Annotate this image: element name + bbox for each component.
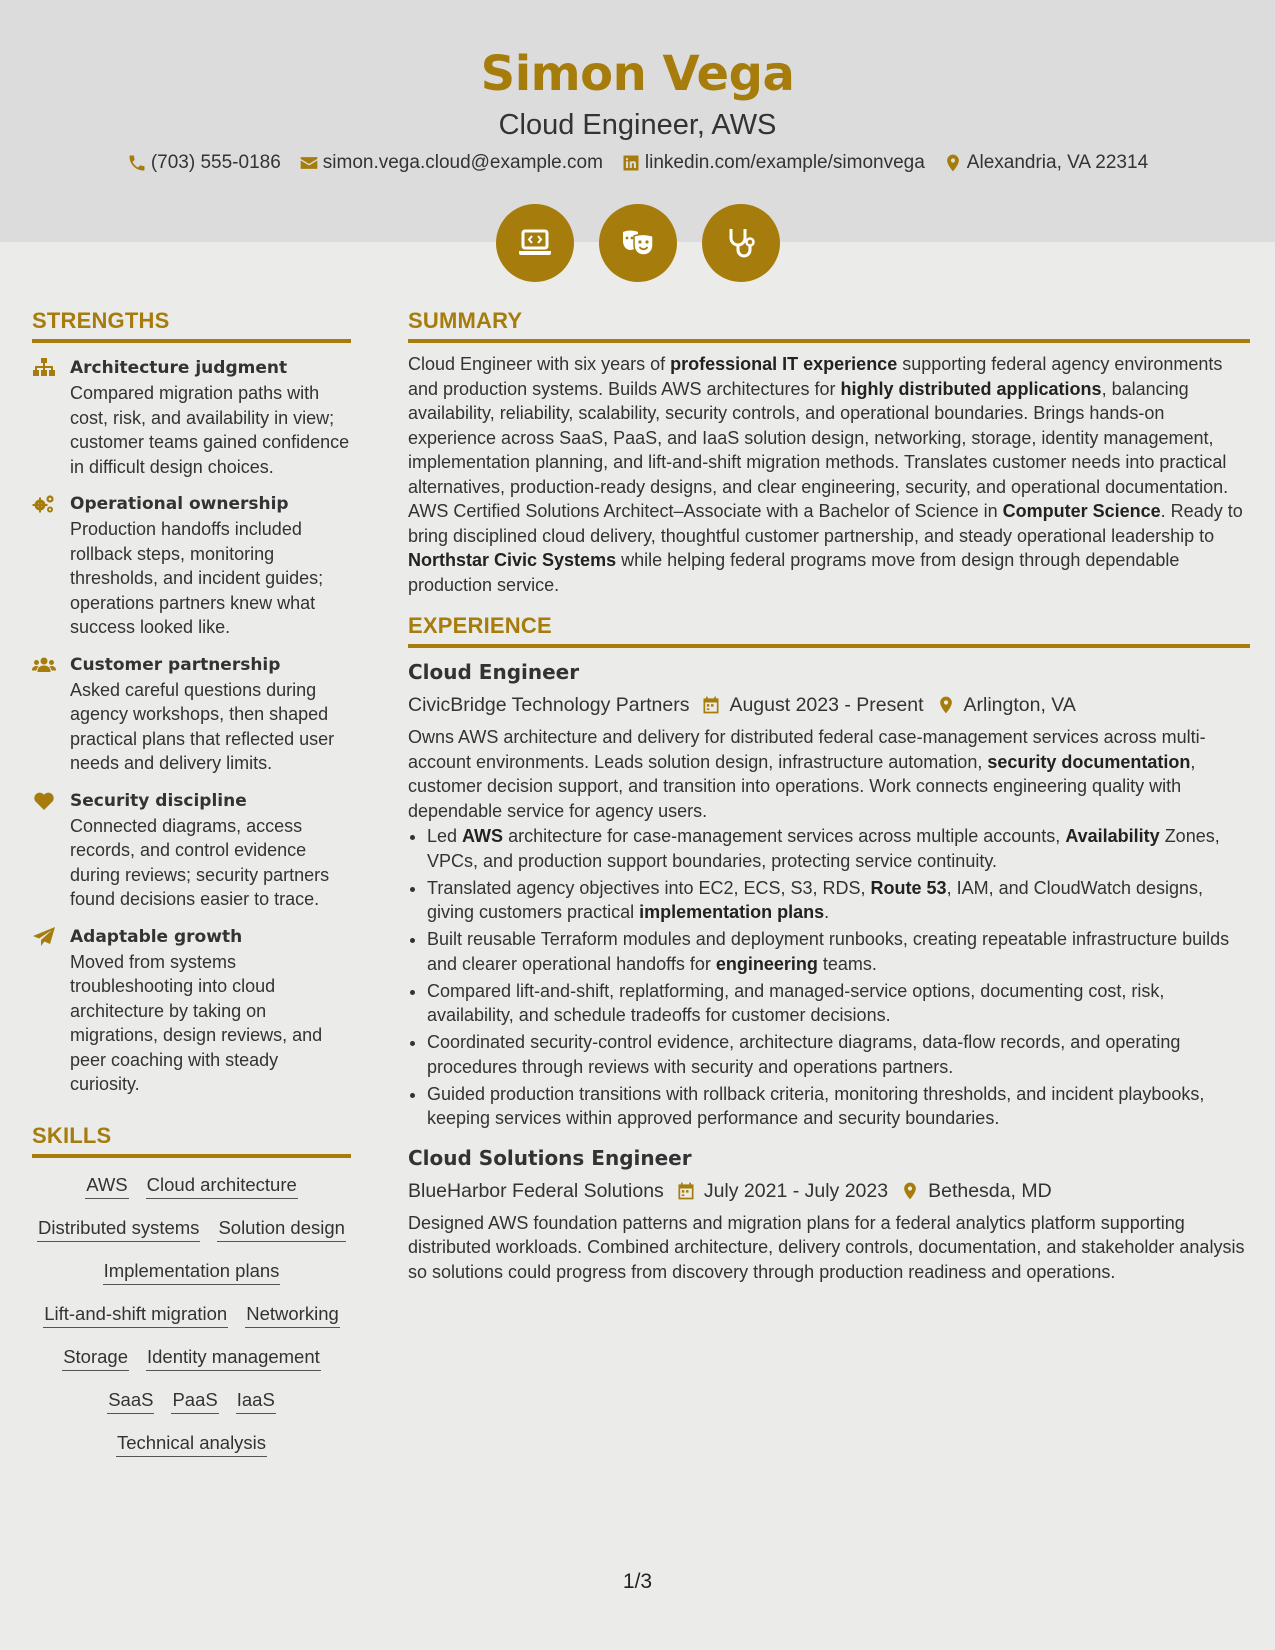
job-description: Owns AWS architecture and delivery for distributed federal case-management services across multi-account environments. Leads solution design, infrastructure automation, security documentation, customer decision support, and transition into operations. Work connects engineering quality with dependable service for agency users. xyxy=(408,727,1206,821)
contact-phone[interactable] xyxy=(127,152,281,174)
job-dates: August 2023 - Present xyxy=(729,694,924,716)
candidate-name: Simon Vega xyxy=(480,46,795,102)
users-icon xyxy=(32,654,56,676)
sitemap-icon xyxy=(32,357,56,379)
theater-masks-icon xyxy=(618,223,658,263)
job-bullet: • Coordinated security-control evidence, architecture diagrams, data-flow records, and operating procedures through reviews with security and operations partners. xyxy=(427,1030,1250,1079)
paper-plane-icon xyxy=(32,926,56,948)
job-company: CivicBridge Technology Partners xyxy=(408,694,690,716)
job-location: Arlington, VA xyxy=(963,694,1076,716)
strength-title: Adaptable growth xyxy=(70,926,243,947)
email-icon xyxy=(299,153,319,173)
job-meta xyxy=(408,1177,1250,1205)
strength-desc: Production handoffs included rollback steps, monitoring thresholds, and incident guides; operations partners knew what success looked like. xyxy=(70,519,324,637)
linkedin-icon xyxy=(621,153,641,173)
skill-tag: SaaS xyxy=(107,1387,154,1414)
emphasis-text: AWS xyxy=(462,826,504,846)
emphasis-text: highly distributed applications xyxy=(840,378,1102,399)
job-entry xyxy=(408,1144,1250,1285)
skill-tag: PaaS xyxy=(171,1387,218,1414)
job-bullets xyxy=(408,824,1250,1131)
skills-list xyxy=(32,1172,351,1457)
stethoscope-icon xyxy=(721,223,761,263)
skill-tag: IaaS xyxy=(236,1387,276,1414)
strength-title: Architecture judgment xyxy=(70,358,288,378)
job-dates: July 2021 - July 2023 xyxy=(703,1179,889,1202)
page-number: 1/3 xyxy=(622,1570,653,1593)
calendar-icon xyxy=(676,1181,696,1201)
calendar-icon xyxy=(701,695,721,715)
contact-email[interactable] xyxy=(299,152,603,174)
job-description: Designed AWS foundation patterns and migration plans for a federal analytics platform supporting distributed workloads. Combined architecture, delivery controls, documentation, and stakeholder analysis so solutions could progress from discovery through production readiness and operations. xyxy=(408,1212,1245,1282)
contact-linkedin-text: linkedin.com/example/simonvega xyxy=(644,152,925,173)
strength-title: Security discipline xyxy=(70,790,247,811)
emphasis-text: Availability xyxy=(1065,826,1160,846)
phone-icon xyxy=(127,153,147,173)
contact-location-text: Alexandria, VA 22314 xyxy=(966,152,1149,173)
emphasis-text: Northstar Civic Systems xyxy=(408,550,617,570)
job-bullet: • Led AWS architecture for case-management services across multiple accounts, Availability Zones, VPCs, and production support boundaries, protecting service continuity. xyxy=(427,824,1250,873)
emphasis-text: implementation plans xyxy=(639,902,825,922)
job-bullet: • Compared lift-and-shift, replatforming, and managed-service options, documenting cost, risk, availability, and schedule tradeoffs for customer decisions. xyxy=(427,979,1250,1028)
emphasis-text: Computer Science xyxy=(1002,501,1161,521)
strength-item xyxy=(32,789,351,912)
summary-text: Cloud Engineer with six years of professional IT experience supporting federal agency environments and production systems. Builds AWS architectures for highly distributed applications, balancing availability, reliability, scalability, security controls, and operational boundaries. Brings hands-on experience across SaaS, PaaS, and IaaS solution design, networking, storage, identity management, implementation planning, and lift-and-shift migration methods. Translates customer needs into practical alternatives, production-ready designs, and clear engineering, security, and operational documentation. AWS Certified Solutions Architect–Associate with a Bachelor of Science in Computer Science. Ready to bring disciplined cloud delivery, thoughtful customer partnership, and steady operational leadership to Northstar Civic Systems while helping federal programs move from design through dependable production service. xyxy=(408,354,1243,595)
job-title: Cloud Engineer xyxy=(408,660,580,684)
badge-row xyxy=(0,204,1275,282)
left-column xyxy=(32,308,351,1457)
job-title: Cloud Solutions Engineer xyxy=(408,1145,692,1170)
location-icon xyxy=(943,153,963,173)
location-icon xyxy=(936,695,956,715)
strength-item xyxy=(32,492,351,640)
cogs-icon xyxy=(32,493,56,515)
skill-tag: Solution design xyxy=(217,1215,346,1242)
job-meta xyxy=(408,691,1250,719)
skill-tag: Identity management xyxy=(146,1344,321,1371)
badge-laptop xyxy=(496,204,574,282)
skill-tag: Technical analysis xyxy=(116,1430,267,1457)
emphasis-text: security documentation xyxy=(987,751,1191,772)
laptop-code-icon xyxy=(515,223,555,263)
heart-icon xyxy=(32,790,56,812)
experience-heading: EXPERIENCE xyxy=(408,613,1250,648)
skill-tag: Distributed systems xyxy=(37,1215,200,1242)
location-icon xyxy=(900,1181,920,1201)
badge-masks xyxy=(599,204,677,282)
contact-linkedin[interactable] xyxy=(621,152,925,174)
emphasis-text: engineering xyxy=(715,953,818,974)
strength-desc: Connected diagrams, access records, and control evidence during reviews; security partners found decisions easier to trace. xyxy=(70,815,330,909)
strength-desc: Asked careful questions during agency workshops, then shaped practical plans that reflected user needs and delivery limits. xyxy=(70,679,335,773)
badge-stethoscope xyxy=(702,204,780,282)
strength-item xyxy=(32,925,351,1097)
contact-location xyxy=(943,152,1148,174)
contact-phone-text: (703) 555-0186 xyxy=(150,152,281,173)
strengths-heading: STRENGTHS xyxy=(32,308,351,343)
skill-tag: Cloud architecture xyxy=(146,1172,298,1199)
job-bullet: • Guided production transitions with rollback criteria, monitoring thresholds, and incident playbooks, keeping services within approved performance and security boundaries. xyxy=(427,1082,1250,1131)
candidate-title: Cloud Engineer, AWS xyxy=(498,109,777,141)
strength-title: Customer partnership xyxy=(70,654,281,675)
right-column xyxy=(408,308,1250,1284)
strength-item xyxy=(32,653,351,776)
job-bullet: • Translated agency objectives into EC2, ECS, S3, RDS, Route 53, IAM, and CloudWatch designs, giving customers practical implementation plans. xyxy=(427,876,1250,925)
job-bullet: • Built reusable Terraform modules and deployment runbooks, creating repeatable infrastructure builds and clearer operational handoffs for engineering teams. xyxy=(427,927,1250,976)
job-entry xyxy=(408,658,1250,1131)
summary-heading: SUMMARY xyxy=(408,308,1250,343)
skill-tag: AWS xyxy=(85,1172,128,1199)
skill-tag: Implementation plans xyxy=(103,1258,281,1285)
contact-email-text: simon.vega.cloud@example.com xyxy=(322,152,603,173)
skill-tag: Lift-and-shift migration xyxy=(43,1301,228,1328)
strength-title: Operational ownership xyxy=(70,494,289,514)
strength-desc: Compared migration paths with cost, risk, and availability in view; customer teams gained confidence in difficult design choices. xyxy=(70,383,350,477)
skills-heading: SKILLS xyxy=(32,1123,351,1158)
job-company: BlueHarbor Federal Solutions xyxy=(408,1179,664,1202)
strength-item xyxy=(32,356,351,479)
skill-tag: Storage xyxy=(62,1344,129,1371)
emphasis-text: Route 53 xyxy=(870,877,947,898)
emphasis-text: professional IT experience xyxy=(670,354,898,374)
contact-bar xyxy=(0,152,1275,174)
strength-desc: Moved from systems troubleshooting into cloud architecture by taking on migrations, design reviews, and peer coaching with steady curiosity. xyxy=(70,951,323,1094)
job-location: Bethesda, MD xyxy=(928,1179,1052,1202)
skill-tag: Networking xyxy=(245,1301,340,1328)
